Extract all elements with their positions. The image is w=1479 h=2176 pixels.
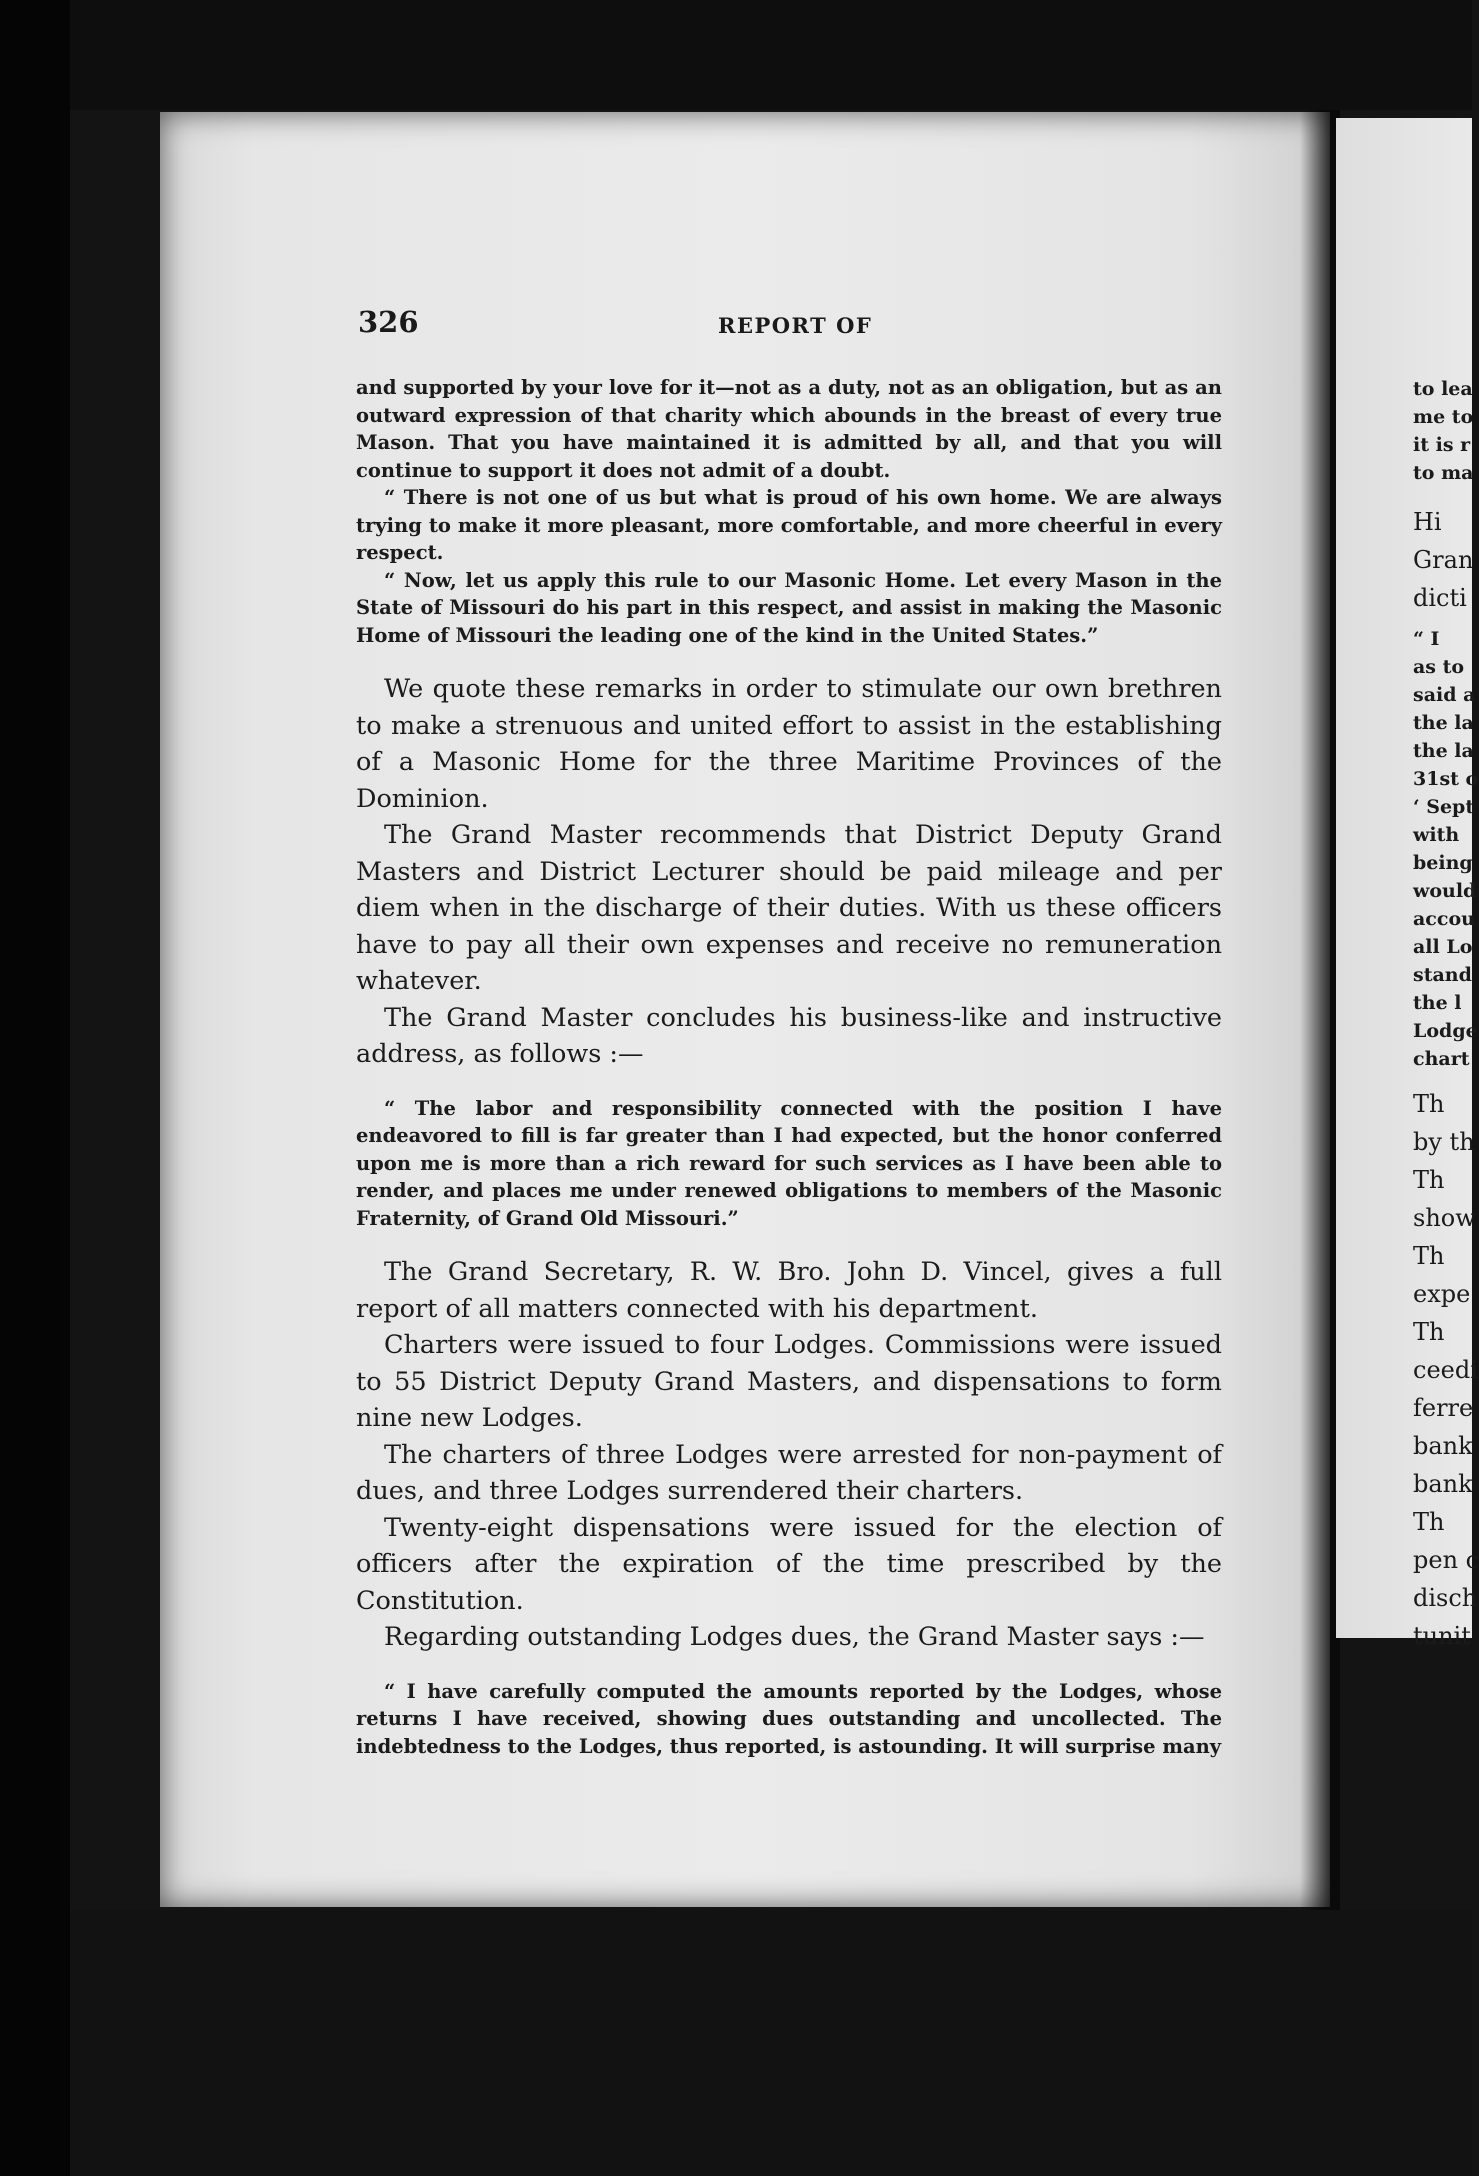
facing-line: it is r (1413, 434, 1471, 456)
book-gutter (1300, 110, 1340, 1910)
page-body (356, 374, 1222, 1760)
facing-line: said a (1413, 684, 1476, 706)
paragraph: The Grand Secretary, R. W. Bro. John D. Vincel, gives a full report of all matters connected with his department. (356, 1257, 1222, 1324)
facing-line: Th (1413, 1166, 1445, 1194)
running-head: REPORT OF (718, 313, 873, 338)
paragraph: Charters were issued to four Lodges. Commissions were issued to 55 District Deputy Grand Masters, and dispensations to form nine new Lodges. (356, 1330, 1222, 1433)
facing-line: Gran (1413, 546, 1474, 574)
paragraph: “ The labor and responsibility connected with the position I have endeavored to fill is far greater than I had expected, but the honor conferred upon me is more than a rich reward for such services as I have been able to render, and places me under renewed obligations to members of the Masonic Fraternity, of Grand Old Missouri.” (356, 1096, 1222, 1230)
facing-line: “ I (1413, 628, 1440, 650)
paragraph: “ There is not one of us but what is proud of his own home. We are always trying to make it more pleasant, more comfortable, and more cheerful in every respect. (356, 486, 1222, 564)
facing-line: ferre (1413, 1394, 1474, 1422)
film-frame-left (0, 0, 70, 2176)
paragraph: Twenty-eight dispensations were issued for the election of officers after the expiration of the time prescribed by the Constitution. (356, 1512, 1222, 1616)
film-frame-top (0, 0, 1472, 110)
paragraph: The charters of three Lodges were arrested for non-payment of dues, and three Lodges surrendered their charters. (356, 1439, 1222, 1506)
facing-line: ceedi (1413, 1356, 1478, 1384)
facing-line: stand (1413, 964, 1472, 986)
facing-line: by th (1413, 1128, 1475, 1156)
facing-line: Th (1413, 1242, 1445, 1270)
facing-line: Lodge (1413, 1020, 1478, 1042)
facing-line: ‘ Sept (1413, 796, 1475, 818)
paragraph: and supported by your love for it—not as a duty, not as an obligation, but as an outward expression of that charity which abounds in the breast of every true Mason. That you have maintained it is admitted by all, and that you will continue to support it does not admit of a doubt. (356, 376, 1222, 482)
facing-line: the l (1413, 992, 1462, 1014)
paragraph: The Grand Master recommends that District Deputy Grand Masters and District Lecturer should be paid mileage and per diem when in the discharge of their duties. With us these officers have to pay all their own expenses and receive no remuneration whatever. (356, 820, 1222, 996)
facing-line: as to (1413, 656, 1465, 678)
facing-line: all Lo (1413, 936, 1473, 958)
facing-line: Th (1413, 1508, 1445, 1536)
facing-line: the la (1413, 712, 1474, 734)
facing-line: 31st o (1413, 768, 1479, 790)
facing-line: with (1413, 824, 1460, 846)
facing-line: dicti (1413, 584, 1467, 612)
facing-line: bank (1413, 1432, 1473, 1460)
facing-line: disch (1413, 1584, 1478, 1612)
facing-line: to lea (1413, 378, 1473, 400)
facing-line: expe (1413, 1280, 1471, 1308)
facing-line: bank (1413, 1470, 1473, 1498)
page-header (358, 305, 1238, 345)
facing-line: show (1413, 1204, 1476, 1232)
paragraph: The Grand Master concludes his business-like and instructive address, as follows :— (356, 1002, 1222, 1069)
paragraph: Regarding outstanding Lodges dues, the Grand Master says :— (384, 1622, 1205, 1652)
paragraph: “ Now, let us apply this rule to our Masonic Home. Let every Mason in the State of Missouri do his part in this respect, and assist in making the Masonic Home of Missouri the leading one of the kind in the United States.” (356, 568, 1222, 647)
facing-line: being (1413, 852, 1473, 874)
facing-line: Th (1413, 1090, 1445, 1118)
paragraph: “ I have carefully computed the amounts reported by the Lodges, whose returns I have received, showing dues outstanding and uncollected. The indebtedness to the Lodges, thus reported, is astounding. It will surprise many (356, 1679, 1222, 1758)
facing-line: me to (1413, 406, 1474, 428)
facing-line: accou (1413, 908, 1475, 930)
facing-line: Hi (1413, 508, 1442, 536)
facing-line: pen c (1413, 1546, 1479, 1574)
facing-line: the la (1413, 740, 1474, 762)
facing-line: tunit (1413, 1622, 1471, 1650)
film-frame-bottom (70, 1910, 1472, 2176)
paragraph: We quote these remarks in order to stimulate our own brethren to make a strenuous and united effort to assist in the establishing of a Masonic Home for the three Maritime Provinces of the Dominion. (356, 674, 1222, 814)
facing-line: chart (1413, 1048, 1470, 1070)
page-number: 326 (358, 305, 419, 339)
facing-line: to ma (1413, 462, 1474, 484)
facing-line: Th (1413, 1318, 1445, 1346)
facing-line: would (1413, 880, 1477, 902)
